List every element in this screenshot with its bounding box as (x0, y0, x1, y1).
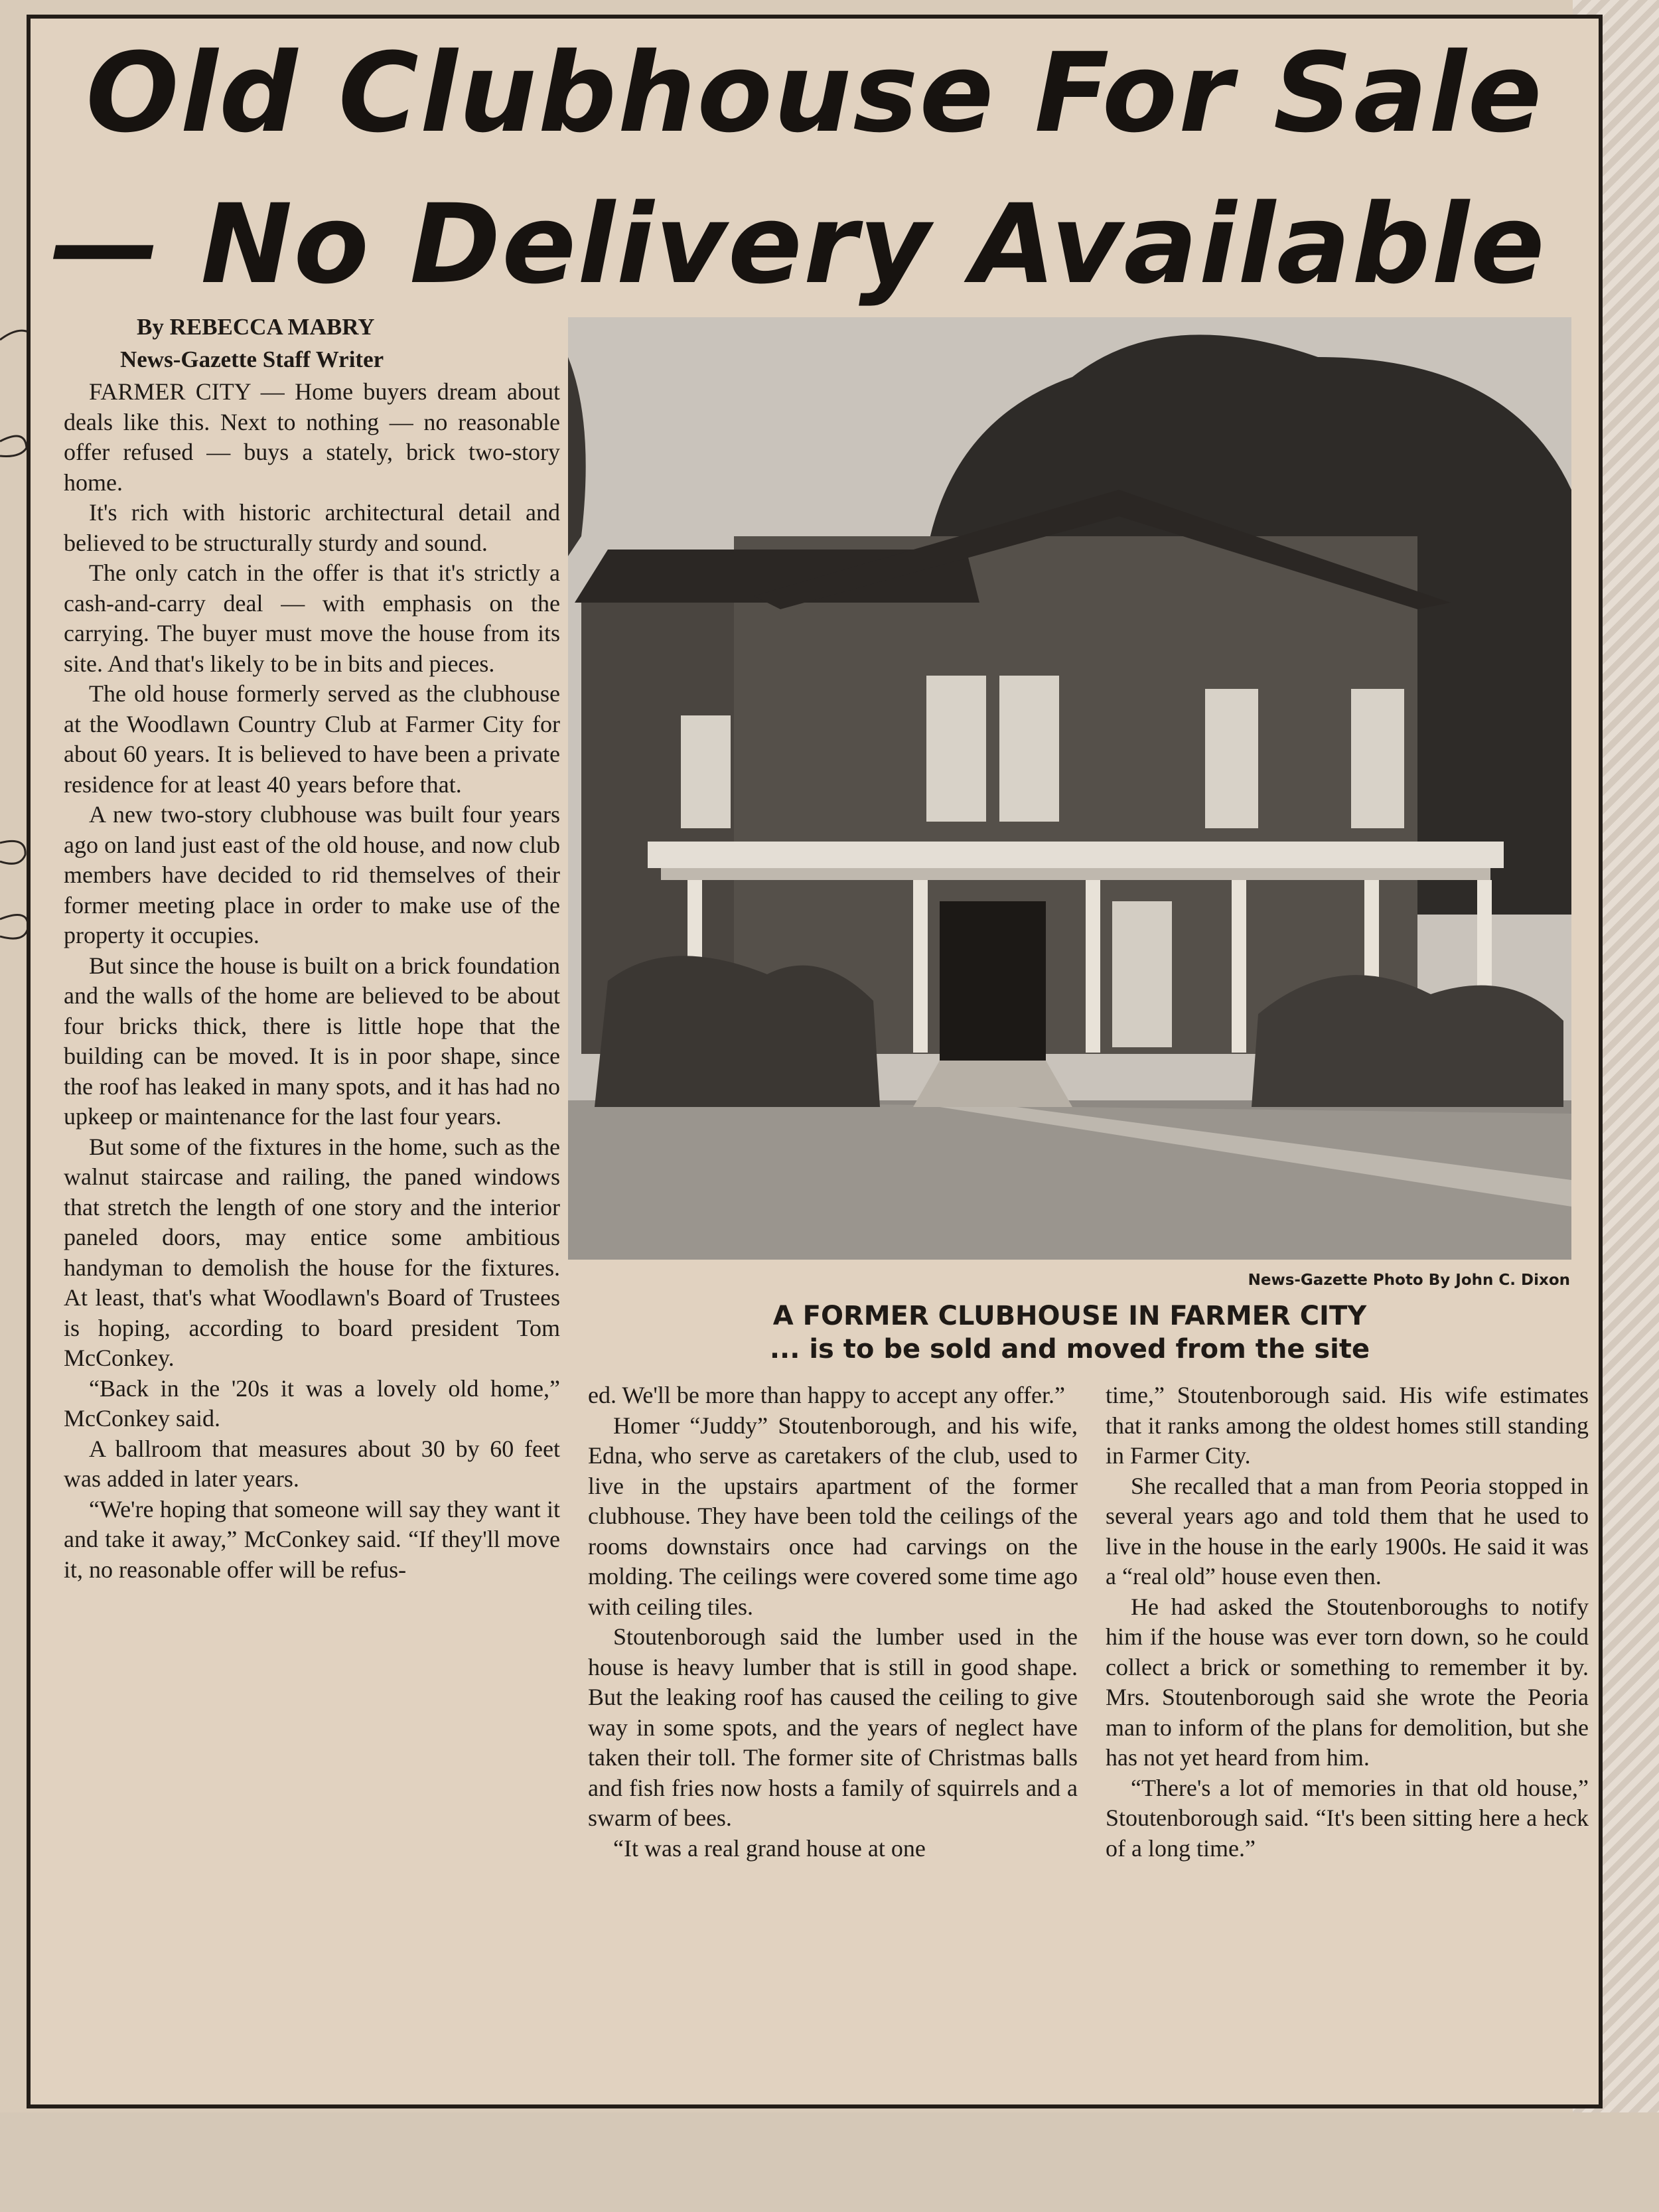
paragraph: A new two-story clubhouse was built four years ago on land just east of the old house, and now club members have decided to rid themselves of their former meeting place in order to make use of the property it occupies. (64, 801, 560, 948)
paragraph: “There's a lot of memories in that old house,” Stoutenborough said. “It's been sitting here a heck of a long time.” (1106, 1774, 1589, 1862)
newspaper-clipping (27, 15, 1603, 2108)
paragraph: “Back in the '20s it was a lovely old home,” McConkey said. (64, 1374, 560, 1432)
paragraph: ed. We'll be more than happy to accept any offer.” (588, 1382, 1065, 1408)
paragraph: “We're hoping that someone will say they want it and take it away,” McConkey said. “If they'll move it, no reasonable offer will be refus- (64, 1495, 560, 1583)
scan-background (0, 2112, 1659, 2212)
paragraph: The only catch in the offer is that it's strictly a cash-and-carry deal — with emphasis on the carrying. The buyer must move the house from its site. And that's likely to be in bits and pieces. (64, 559, 560, 677)
headline-line-2: — No Delivery Available (50, 181, 1546, 308)
clubhouse-photo (568, 317, 1571, 1260)
paragraph: Homer “Juddy” Stoutenborough, and his wife, Edna, who serve as caretakers of the club, used to live in the upstairs apartment of the former clubhouse. They have been told the ceilings of the rooms downstairs once had carvings on the molding. The ceilings were covered some time ago with ceiling tiles. (588, 1412, 1078, 1620)
paragraph: He had asked the Stoutenboroughs to notify him if the house was ever torn down, so he could collect a brick or something to remember it by. Mrs. Stoutenborough said she wrote the Peoria man to inform of the plans for demolition, but she has not yet heard from him. (1106, 1593, 1589, 1771)
article-column-2 (588, 1380, 1078, 1864)
paragraph: The old house formerly served as the clubhouse at the Woodlawn Country Club at Farmer City for about 60 years. It is believed to have been a private residence for at least 40 years before that. (64, 680, 560, 798)
paragraph: Stoutenborough said the lumber used in the house is heavy lumber that is still in good shape. But the leaking roof has caused the ceiling to give way in some spots, and the years of neglect have taken their toll. The former site of Christmas balls and fish fries now hosts a family of squirrels and a swarm of bees. (588, 1623, 1078, 1831)
paragraph: A ballroom that measures about 30 by 60 feet was added in later years. (64, 1435, 560, 1492)
paragraph: “It was a real grand house at one (613, 1834, 926, 1862)
photo-caption (568, 1299, 1571, 1366)
article-column-3 (1106, 1380, 1589, 1864)
byline-author: By REBECCA MABRY (137, 314, 375, 340)
paragraph: But some of the fixtures in the home, such as the walnut staircase and railing, the paned windows that stretch the length of one story and the interior paneled doors, may entice some ambitious handyman to demolish the house for the fixtures. At least, that's what Woodlawn's Board of Trustees is hoping, according to board president Tom McConkey. (64, 1133, 560, 1371)
byline-role: News-Gazette Staff Writer (120, 346, 384, 372)
paragraph: FARMER CITY — Home buyers dream about deals like this. Next to nothing — no reasonable offer refused — buys a stately, brick two-story home. (64, 378, 560, 496)
photo-credit: News-Gazette Photo By John C. Dixon (1248, 1272, 1570, 1289)
paragraph: But since the house is built on a brick foundation and the walls of the home are believed to be about four bricks thick, there is little hope that the building can be moved. It is in poor shape, since the roof has leaked in many spots, and it has had no upkeep or maintenance for the last four years. (64, 952, 560, 1130)
paragraph: time,” Stoutenborough said. His wife estimates that it ranks among the oldest homes still standing in Farmer City. (1106, 1382, 1589, 1469)
caption-line-2: ... is to be sold and moved from the site (769, 1334, 1370, 1364)
caption-line-1: A FORMER CLUBHOUSE IN FARMER CITY (772, 1301, 1367, 1331)
headline-line-1: Old Clubhouse For Sale (86, 29, 1544, 157)
article-column-1 (64, 377, 560, 1585)
paragraph: She recalled that a man from Peoria stopped in several years ago and told them that he used to live in the house in the early 1900s. He said it was a “real old” house even then. (1106, 1472, 1589, 1589)
paragraph: It's rich with historic architectural detail and believed to be structurally sturdy and sound. (64, 499, 560, 556)
